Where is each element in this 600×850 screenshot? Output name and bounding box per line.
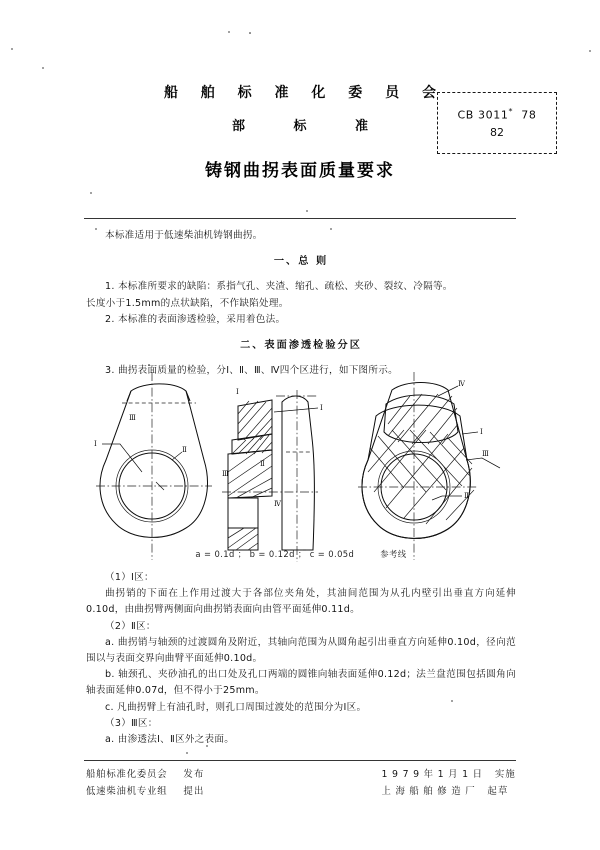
scan-speckle — [11, 48, 13, 50]
standard-number-superscript: * — [508, 107, 514, 117]
page-footer — [86, 766, 516, 810]
footer-issuer-label: 船舶标准化委员会 — [86, 769, 168, 780]
page-title: 铸钢曲拐表面质量要求 — [205, 161, 395, 182]
footer-proposer-action: 提出 — [183, 786, 205, 797]
zone-crosshatch-right — [368, 430, 474, 524]
zone-2-heading: （2）Ⅱ区： — [105, 620, 156, 632]
zone-2-item-c: c. 凡曲拐臂上有油孔时，则孔口周围过渡处的范围分为Ⅰ区。 — [105, 701, 367, 713]
scan-speckle — [228, 31, 230, 33]
zone-1-heading: （1）Ⅰ区： — [105, 572, 154, 583]
footer-row — [86, 783, 205, 800]
zone-1-text: 曲拐销的下面在上作用过渡大于各部位夹角处，其油间范围为从孔内壁引出垂直方向延伸0.10d，由曲拐臂两侧面向曲拐销表面向由管平面延伸0.11d。 — [86, 588, 516, 616]
footer-proposer-label: 低速柴油机专业组 — [86, 786, 168, 797]
scan-speckle — [42, 67, 44, 69]
footer-effective-action: 实施 — [494, 769, 516, 780]
figure-caption-note: 参考线 — [380, 549, 407, 559]
zone-label-right-2: Ⅱ — [464, 492, 469, 500]
scope-paragraph: 本标准适用于低速柴油机铸钢曲拐。 — [105, 230, 263, 241]
zone-2-item-b: b. 轴颈孔、夹砂油孔的出口处及孔口两端的圆锥向轴表面延伸0.12d；法兰盘范围包括圆角向轴表面延伸0.07d，但不得小于25mm。 — [86, 669, 516, 697]
footer-drafter-label: 上 海 船 舶 修 造 厂 — [381, 786, 476, 797]
scan-speckle — [249, 32, 251, 34]
clause-3: 3. 曲拐表面质量的检验，分Ⅰ、Ⅱ、Ⅲ、Ⅳ四个区进行，如下图所示。 — [105, 365, 398, 377]
clause-2: 2. 本标准的表面渗透检验，采用着色法。 — [105, 313, 286, 325]
scan-speckle — [90, 192, 92, 194]
footer-left-column — [86, 766, 205, 800]
zone-3-heading: （3）Ⅲ区： — [105, 717, 158, 729]
footer-row — [381, 783, 516, 800]
clause-1-continued: 长度小于1.5mm的点状缺陷，不作缺陷处理。 — [86, 297, 289, 309]
footer-drafter-action: 起草 — [487, 786, 509, 797]
standard-number-box — [437, 92, 557, 154]
figure-view-right — [358, 372, 500, 560]
footer-issuer-action: 发布 — [183, 769, 205, 780]
standard-number-line2: 82 — [490, 125, 504, 139]
scan-speckle — [186, 752, 188, 754]
scan-speckle — [589, 50, 591, 52]
standard-number-code: CB 3011 — [457, 108, 509, 122]
zone-label-right-1: Ⅰ — [480, 428, 483, 436]
footer-effective-date: 1 9 7 9 年 1 月 1 日 — [381, 769, 483, 780]
section-heading-general: 一、总 则 — [273, 256, 329, 268]
zone-label-mid-2: Ⅰ — [320, 404, 323, 412]
figure-caption-formula: a = 0.1d ； b = 0.12d ； c = 0.05d — [195, 549, 355, 559]
standard-category: 部 标 准 — [231, 119, 391, 135]
footer-right-column — [381, 766, 516, 800]
document-body-continued — [86, 570, 516, 748]
footer-row — [86, 766, 205, 783]
zone-label-left-2: Ⅱ — [182, 446, 187, 454]
header-divider — [84, 218, 516, 219]
zone-label-mid-5: Ⅳ — [274, 500, 281, 508]
footer-row — [381, 766, 516, 783]
standard-number — [458, 107, 537, 122]
issuing-organization: 船 舶 标 准 化 委 员 会 — [163, 85, 446, 101]
figure-crank-throw-zones — [86, 368, 516, 568]
scan-speckle — [306, 210, 308, 212]
zone-label-left-1: Ⅰ — [94, 440, 97, 448]
zone-2-item-a: a. 曲拐销与轴颈的过渡圆角及附近，其轴向范围为从圆角起引出垂直方向延伸0.10d，径向范围以与表面交界向曲臂平面延伸0.10d。 — [86, 636, 516, 665]
figure-caption — [86, 548, 516, 560]
zone-label-mid-1: Ⅰ — [236, 388, 239, 396]
clause-1: 1. 本标准所要求的缺陷：系指气孔、夹渣、缩孔、疏松、夹砂、裂纹、冷隔等。 — [105, 281, 453, 293]
section-heading-zones: 二、表面渗透检验分区 — [240, 340, 362, 352]
figure-svg — [86, 368, 516, 568]
figure-view-middle — [222, 388, 323, 562]
document-body — [86, 228, 516, 379]
zone-3-item-a: a. 由渗透法Ⅰ、Ⅱ区外之表面。 — [105, 734, 235, 746]
zone-label-right-3: Ⅲ — [482, 450, 489, 458]
zone-label-mid-4: Ⅲ — [222, 470, 229, 478]
zone-label-mid-3: Ⅱ — [260, 460, 265, 468]
figure-view-left — [94, 372, 212, 560]
footer-divider — [84, 760, 516, 761]
zone-label-left-3: Ⅲ — [129, 414, 136, 422]
zone-label-right-4: Ⅳ — [458, 380, 465, 388]
standard-number-year: 78 — [521, 108, 537, 122]
